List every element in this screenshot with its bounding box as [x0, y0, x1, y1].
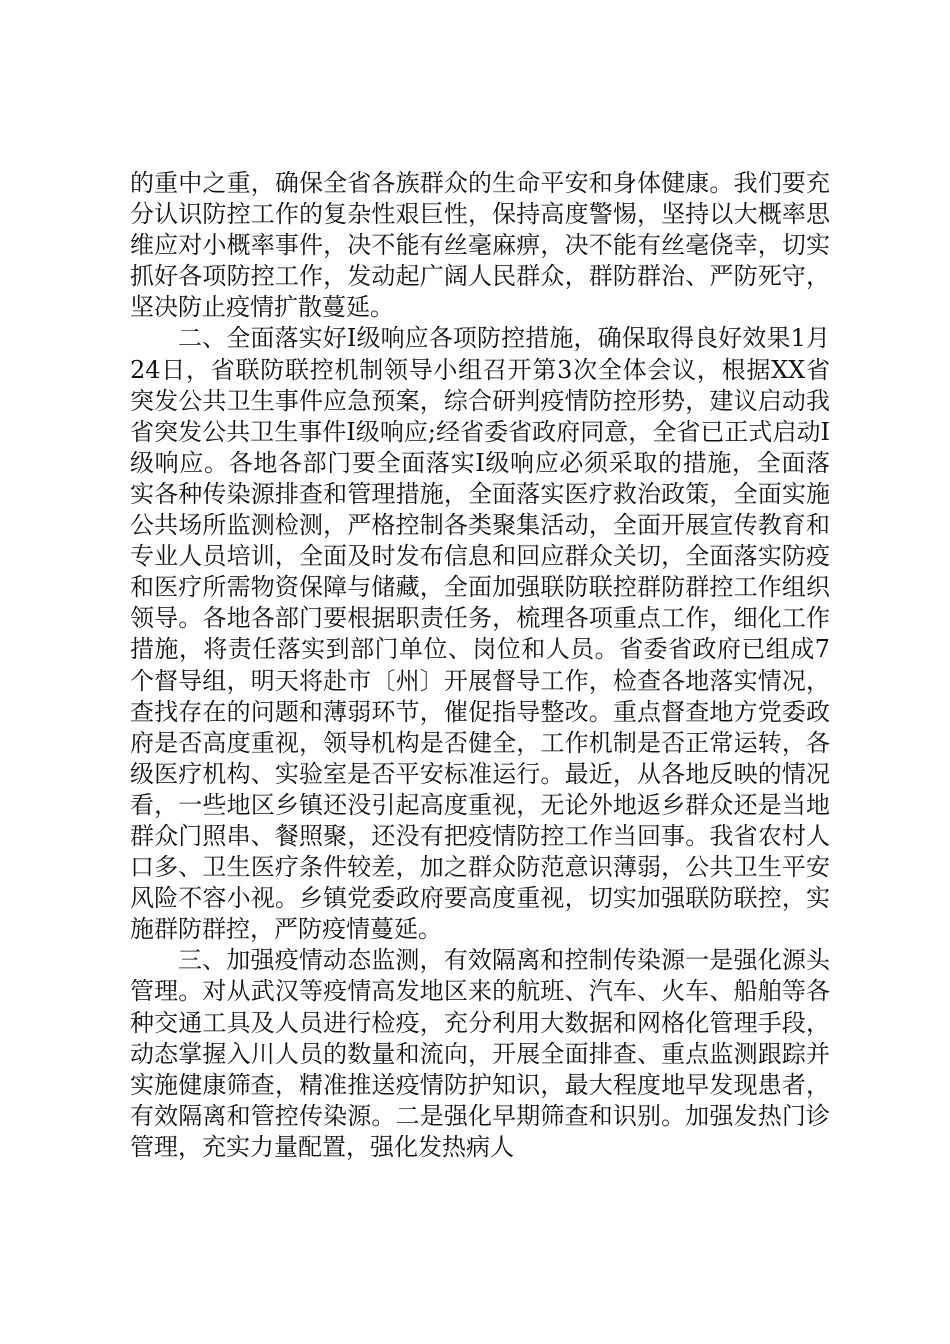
paragraph-section-2: 二、全面落实好Ⅰ级响应各项防控措施，确保取得良好效果1月24日，省联防联控机制领导小组召开第3次全体会议，根据XX省突发公共卫生事件应急预案，综合研判疫情防控形势，建议启动我省突发公共卫生事件Ⅰ级响应;经省委省政府同意，全省已正式启动Ⅰ级响应。各地各部门要全面落实Ⅰ级响应必须采取的措施，全面落实各种传染源排查和管理措施，全面落实医疗救治政策，全面实施公共场所监测检测，严格控制各类聚集活动，全面开展宣传教育和专业人员培训，全面及时发布信息和回应群众关切，全面落实防疫和医疗所需物资保障与储藏，全面加强联防联控群防群控工作组织领导。各地各部门要根据职责任务，梳理各项重点工作，细化工作措施，将责任落实到部门单位、岗位和人员。省委省政府已组成7个督导组，明天将赴市〔州〕开展督导工作，检查各地落实情况，查找存在的问题和薄弱环节，催促指导整改。重点督查地方党委政府是否高度重视，领导机构是否健全，工作机制是否正常运转，各级医疗机构、实验室是否平安标准运行。最近，从各地反映的情况看，一些地区乡镇还没引起高度重视，无论外地返乡群众还是当地群众门照串、餐照聚，还没有把疫情防控工作当回事。我省农村人口多、卫生医疗条件较差，加之群众防范意识薄弱，公共卫生平安风险不容小视。乡镇党委政府要高度重视，切实加强联防联控，实施群防群控，严防疫情蔓延。: [130, 324, 830, 944]
paragraph-continued: 的重中之重，确保全省各族群众的生命平安和身体健康。我们要充分认识防控工作的复杂性艰巨性，保持高度警惕，坚持以大概率思维应对小概率事件，决不能有丝毫麻痹，决不能有丝毫侥幸，切实抓好各项防控工作，发动起广阔人民群众，群防群治、严防死守，坚决防止疫情扩散蔓延。: [130, 169, 830, 322]
document-body: [130, 168, 830, 1163]
paragraph-section-3: 三、加强疫情动态监测，有效隔离和控制传染源一是强化源头管理。对从武汉等疫情高发地区来的航班、汽车、火车、船舶等各种交通工具及人员进行检疫，充分利用大数据和网格化管理手段，动态掌握入川人员的数量和流向，开展全面排查、重点监测跟踪并实施健康筛查，精准推送疫情防护知识，最大程度地早发现患者，有效隔离和管控传染源。二是强化早期筛查和识别。加强发热门诊管理，充实力量配置，强化发热病人: [130, 946, 830, 1161]
